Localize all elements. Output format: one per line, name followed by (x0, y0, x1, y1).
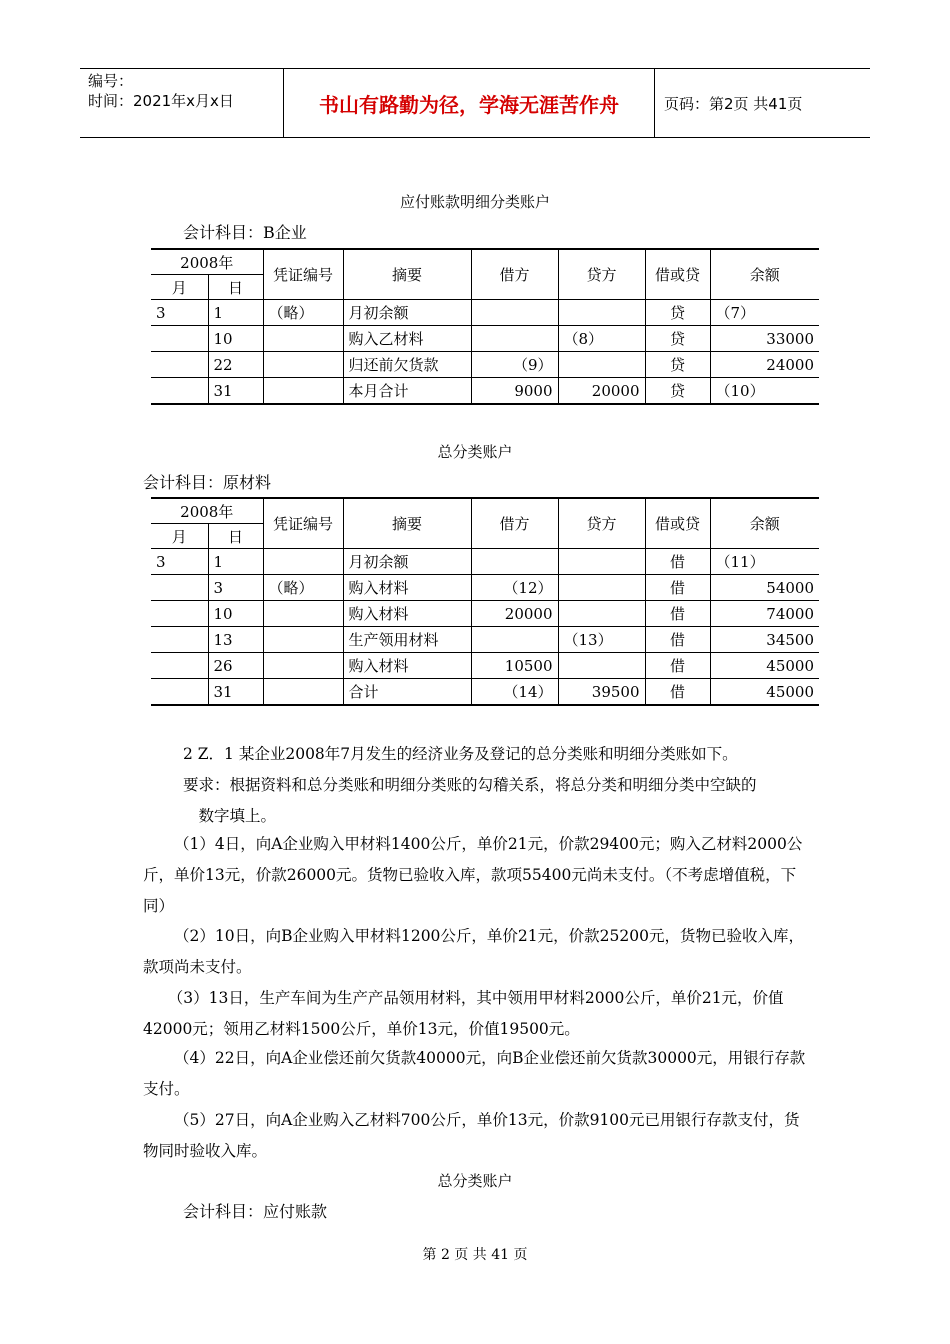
cell-voucher (263, 378, 343, 405)
header-voucher: 凭证编号 (263, 249, 343, 300)
cell-summary: 购入材料 (343, 575, 471, 601)
cell-credit (558, 601, 645, 627)
cell-voucher (263, 601, 343, 627)
cell-voucher (263, 627, 343, 653)
cell-voucher (263, 352, 343, 378)
cell-balance: 24000 (710, 352, 819, 378)
cell-voucher (263, 549, 343, 575)
table3-subject: 会计科目：应付账款 (183, 1202, 328, 1221)
exercise-requirement-line1: 要求：根据资料和总分类账和明细分类账的勾稽关系，将总分类和明细分类中空缺的 (183, 776, 757, 794)
cell-voucher (263, 679, 343, 706)
cell-credit: 39500 (558, 679, 645, 706)
cell-month: 3 (151, 549, 208, 575)
cell-credit: （13） (558, 627, 645, 653)
cell-debit-or-credit: 贷 (645, 378, 710, 405)
header-day: 日 (208, 275, 263, 300)
header-debit: 借方 (471, 498, 558, 549)
cell-debit-or-credit: 借 (645, 575, 710, 601)
table-row (151, 627, 819, 653)
header-balance: 余额 (710, 498, 819, 549)
exercise-item-5: （5）27日，向A企业购入乙材料700公斤，单价13元，价款9100元已用银行存款支付，货物同时验收入库。 (143, 1111, 800, 1160)
cell-balance: 45000 (710, 679, 819, 706)
exercise-item-2: （2）10日，向B企业购入甲材料1200公斤，单价21元，价款25200元，货物已验收入库，款项尚未支付。 (143, 927, 804, 976)
cell-voucher: （略） (263, 575, 343, 601)
cell-summary: 购入材料 (343, 653, 471, 679)
cell-credit (558, 549, 645, 575)
header-meta (88, 71, 283, 111)
cell-balance: 74000 (710, 601, 819, 627)
table-row (151, 601, 819, 627)
page-footer: 第 2 页 共 41 页 (422, 1247, 528, 1263)
cell-credit (558, 653, 645, 679)
header-month: 月 (151, 524, 208, 549)
cell-summary: 归还前欠货款 (343, 352, 471, 378)
cell-credit (558, 300, 645, 326)
exercise-requirement-line2: 数字填上。 (198, 807, 277, 825)
cell-month (151, 378, 208, 405)
cell-day: 1 (208, 549, 263, 575)
cell-day: 10 (208, 326, 263, 352)
cell-summary: 购入乙材料 (343, 326, 471, 352)
cell-debit-or-credit: 贷 (645, 352, 710, 378)
cell-month (151, 352, 208, 378)
ledger-table-b-company (151, 248, 819, 405)
header-voucher: 凭证编号 (263, 498, 343, 549)
cell-summary: 购入材料 (343, 601, 471, 627)
cell-day: 22 (208, 352, 263, 378)
cell-day: 31 (208, 378, 263, 405)
cell-debit: （9） (471, 352, 558, 378)
header-debit-or-credit: 借或贷 (645, 498, 710, 549)
cell-balance: （10） (710, 378, 819, 405)
cell-month (151, 653, 208, 679)
cell-debit: 20000 (471, 601, 558, 627)
cell-credit: 20000 (558, 378, 645, 405)
exercise-item-1: （1）4日，向A企业购入甲材料1400公斤，单价21元，价款29400元；购入乙材料2000公斤，单价13元，价款26000元。货物已验收入库，款项55400元尚未支付。（不考虑增值税，下同） (143, 835, 803, 915)
header-year: 2008年 (151, 249, 263, 275)
header-debit-or-credit: 借或贷 (645, 249, 710, 300)
cell-balance: 34500 (710, 627, 819, 653)
cell-debit-or-credit: 借 (645, 653, 710, 679)
cell-summary: 月初余额 (343, 549, 471, 575)
cell-debit: 9000 (471, 378, 558, 405)
header-day: 日 (208, 524, 263, 549)
header-motto: 书山有路勤为径，学海无涯苦作舟 (283, 69, 655, 137)
cell-day: 26 (208, 653, 263, 679)
table3-title: 总分类账户 (437, 1172, 513, 1190)
header-credit: 贷方 (558, 498, 645, 549)
table-row (151, 653, 819, 679)
cell-day: 3 (208, 575, 263, 601)
header-summary: 摘要 (343, 498, 471, 549)
cell-voucher: （略） (263, 300, 343, 326)
cell-day: 13 (208, 627, 263, 653)
ledger-table-raw-materials (151, 497, 819, 706)
header-page-label: 页码：第2页 共41页 (664, 95, 803, 113)
table-row (151, 575, 819, 601)
cell-summary: 月初余额 (343, 300, 471, 326)
cell-debit-or-credit: 贷 (645, 300, 710, 326)
cell-balance: 45000 (710, 653, 819, 679)
header-summary: 摘要 (343, 249, 471, 300)
exercise-item-4: （4）22日，向A企业偿还前欠货款40000元，向B企业偿还前欠货款30000元，用银行存款支付。 (143, 1049, 806, 1098)
cell-month (151, 601, 208, 627)
cell-debit: （14） (471, 679, 558, 706)
cell-debit (471, 300, 558, 326)
cell-debit-or-credit: 借 (645, 679, 710, 706)
cell-month: 3 (151, 300, 208, 326)
cell-debit-or-credit: 借 (645, 549, 710, 575)
table-row (151, 549, 819, 575)
header-year: 2008年 (151, 498, 263, 524)
cell-debit-or-credit: 借 (645, 601, 710, 627)
cell-month (151, 679, 208, 706)
cell-voucher (263, 653, 343, 679)
exercise-item-3: （3）13日，生产车间为生产产品领用材料，其中领用甲材料2000公斤，单价21元，价值42000元；领用乙材料1500公斤，单价13元，价值19500元。 (143, 989, 784, 1038)
header-debit: 借方 (471, 249, 558, 300)
table-row (151, 300, 819, 326)
table-row (151, 679, 819, 706)
table1-title: 应付账款明细分类账户 (399, 193, 550, 211)
header-credit: 贷方 (558, 249, 645, 300)
table-row (151, 378, 819, 405)
cell-debit (471, 326, 558, 352)
table2-subject: 会计科目：原材料 (143, 473, 272, 492)
cell-day: 1 (208, 300, 263, 326)
cell-month (151, 627, 208, 653)
exercise-heading: 2 Z．1 某企业2008年7月发生的经济业务及登记的总分类账和明细分类账如下。 (183, 745, 738, 763)
cell-debit-or-credit: 贷 (645, 326, 710, 352)
cell-balance: （7） (710, 300, 819, 326)
code-label: 编号： (88, 72, 134, 90)
cell-credit (558, 352, 645, 378)
cell-month (151, 326, 208, 352)
cell-summary: 生产领用材料 (343, 627, 471, 653)
cell-debit (471, 627, 558, 653)
header-balance: 余额 (710, 249, 819, 300)
cell-credit (558, 575, 645, 601)
page-header (80, 68, 870, 138)
cell-summary: 合计 (343, 679, 471, 706)
header-month: 月 (151, 275, 208, 300)
time-label: 时间：2021年x月x日 (88, 92, 234, 110)
cell-debit (471, 549, 558, 575)
cell-credit: （8） (558, 326, 645, 352)
cell-balance: 54000 (710, 575, 819, 601)
cell-day: 10 (208, 601, 263, 627)
table-row (151, 326, 819, 352)
cell-balance: 33000 (710, 326, 819, 352)
cell-debit-or-credit: 借 (645, 627, 710, 653)
table1-subject: 会计科目：B企业 (183, 223, 307, 242)
cell-balance: （11） (710, 549, 819, 575)
cell-day: 31 (208, 679, 263, 706)
table-row (151, 352, 819, 378)
cell-summary: 本月合计 (343, 378, 471, 405)
cell-debit: 10500 (471, 653, 558, 679)
cell-debit: （12） (471, 575, 558, 601)
table2-title: 总分类账户 (437, 443, 513, 461)
cell-month (151, 575, 208, 601)
cell-voucher (263, 326, 343, 352)
